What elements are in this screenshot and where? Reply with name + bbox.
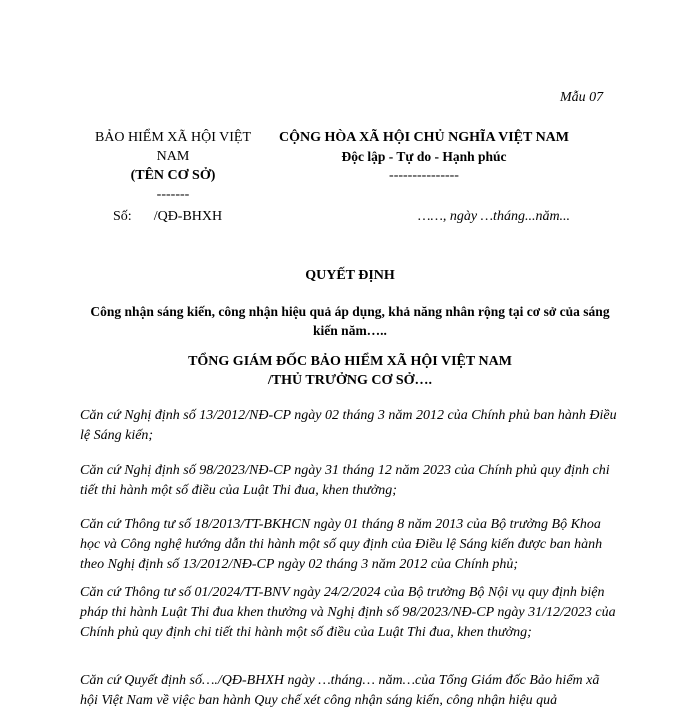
document-number-value: /QĐ-BHXH bbox=[153, 209, 223, 224]
agency-name: BẢO HIỂM XÃ HỘI VIỆT NAM bbox=[94, 130, 252, 164]
authority-line-2: /THỦ TRƯỞNG CƠ SỞ…. bbox=[267, 373, 433, 388]
authority-line-1: TỔNG GIÁM ĐỐC BẢO HIỂM XÃ HỘI VIỆT NAM bbox=[188, 354, 512, 369]
legal-basis-paragraph: Căn cứ Nghị định số 98/2023/NĐ-CP ngày 31 tháng 12 năm 2023 của Chính phủ quy định chi tiết thi hành một số điều của Luật Thi đua, khen thưởng; bbox=[80, 463, 610, 498]
document-number-label: Số: bbox=[113, 209, 132, 224]
motto-rule: --------------- bbox=[389, 168, 459, 183]
unit-name: (TÊN CƠ SỞ) bbox=[130, 168, 216, 183]
issuing-authority bbox=[80, 352, 620, 390]
legal-basis-paragraph: Căn cứ Thông tư số 18/2013/TT-BKHCN ngày 01 tháng 8 năm 2013 của Bộ trưởng Bộ Khoa học và Công nghệ hướng dẫn thi hành một số quy định của Điều lệ Sáng kiến được ban hành theo Nghị định số 13/2012/NĐ-CP ngày 02 tháng 3 năm 2012 của Chính phủ; bbox=[80, 517, 603, 572]
legal-basis-paragraph: Căn cứ Nghị định số 13/2012/NĐ-CP ngày 02 tháng 3 năm 2012 của Chính phủ ban hành Điều lệ Sáng kiến; bbox=[80, 408, 617, 443]
issuing-agency-block bbox=[78, 128, 268, 204]
country-name: CỘNG HÒA XÃ HỘI CHỦ NGHĨA VIỆT NAM bbox=[278, 130, 569, 145]
form-number: Mẫu 07 bbox=[560, 90, 604, 105]
national-motto: Độc lập - Tự do - Hạnh phúc bbox=[341, 149, 507, 164]
legal-basis-paragraph: Căn cứ Quyết định số…./QĐ-BHXH ngày …tháng… năm…của Tổng Giám đốc Bảo hiểm xã hội Việt Nam về việc ban hành Quy chế xét công nhận sáng kiến, công nhận hiệu quả bbox=[80, 673, 600, 708]
document-type-title: QUYẾT ĐỊNH bbox=[305, 268, 395, 283]
legal-basis-paragraph: Căn cứ Thông tư số 01/2024/TT-BNV ngày 24/2/2024 của Bộ trưởng Bộ Nội vụ quy định biện pháp thi hành Luật Thi đua khen thưởng và Nghị định số 98/2023/NĐ-CP ngày 31/12/2023 của Chính phủ quy định chi tiết thi hành một số điều của Luật Thi đua, khen thưởng; bbox=[80, 585, 616, 640]
national-header-block bbox=[268, 128, 580, 185]
place-date-line: ……, ngày …tháng...năm... bbox=[418, 209, 571, 224]
document-subject: Công nhận sáng kiến, công nhận hiệu quả áp dụng, khả năng nhân rộng tại cơ sở của sáng kiến năm….. bbox=[90, 304, 610, 338]
document-number bbox=[113, 209, 222, 225]
agency-rule: ------- bbox=[156, 187, 190, 202]
